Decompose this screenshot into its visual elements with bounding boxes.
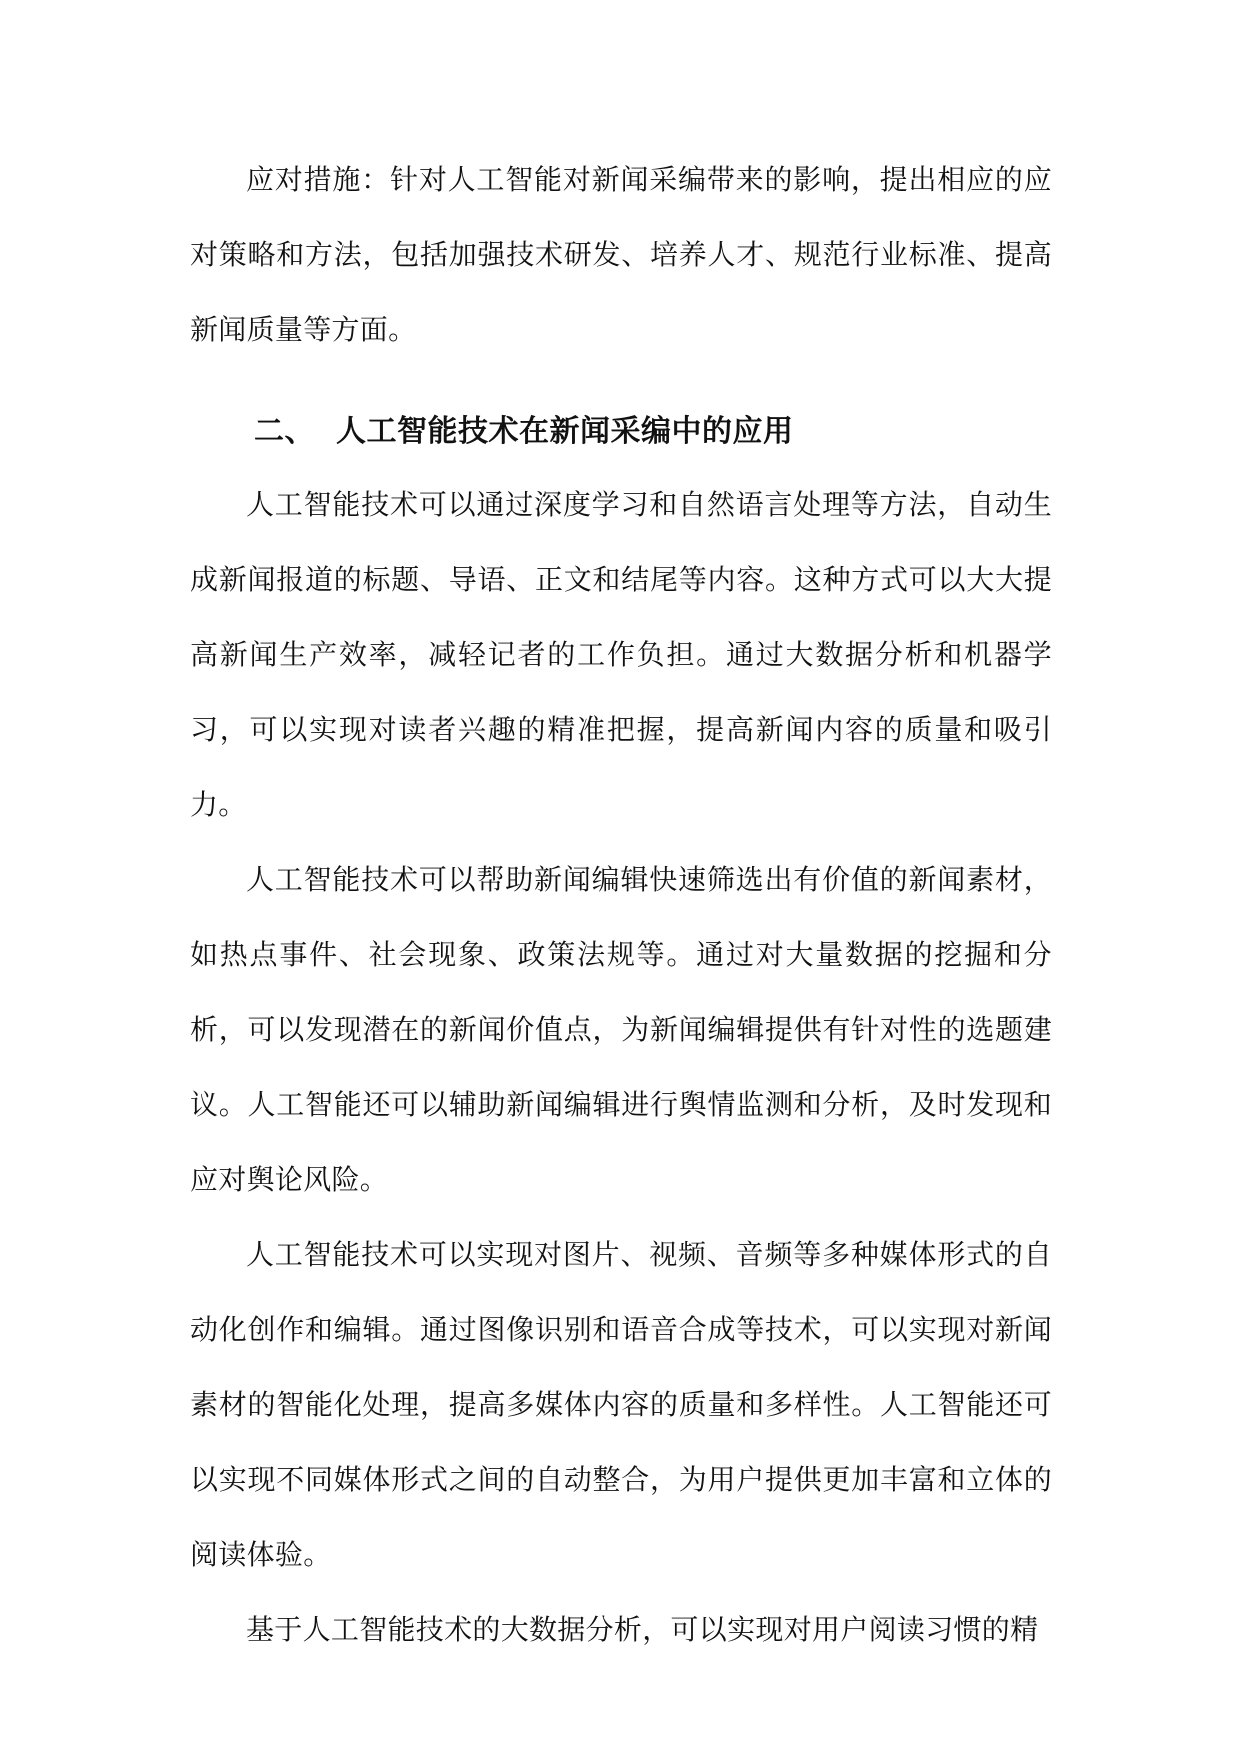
section-heading (254, 397, 1052, 467)
paragraph-content-generation: 人工智能技术可以通过深度学习和自然语言处理等方法，自动生成新闻报道的标题、导语、正文和结尾等内容。这种方式可以大大提高新闻生产效率，减轻记者的工作负担。通过大数据分析和机器学习，可以实现对读者兴趣的精准把握，提高新闻内容的质量和吸引力。 (190, 488, 1052, 821)
paragraph-countermeasures: 应对措施：针对人工智能对新闻采编带来的影响，提出相应的应对策略和方法，包括加强技术研发、培养人才、规范行业标准、提高新闻质量等方面。 (190, 163, 1052, 346)
paragraph-material-screening: 人工智能技术可以帮助新闻编辑快速筛选出有价值的新闻素材，如热点事件、社会现象、政策法规等。通过对大量数据的挖掘和分析，可以发现潜在的新闻价值点，为新闻编辑提供有针对性的选题建议。人工智能还可以辅助新闻编辑进行舆情监测和分析，及时发现和应对舆论风险。 (190, 863, 1052, 1196)
section-title: 人工智能技术在新闻采编中的应用 (336, 414, 794, 449)
paragraph-multimedia: 人工智能技术可以实现对图片、视频、音频等多种媒体形式的自动化创作和编辑。通过图像识别和语音合成等技术，可以实现对新闻素材的智能化处理，提高多媒体内容的质量和多样性。人工智能还可以实现不同媒体形式之间的自动整合，为用户提供更加丰富和立体的阅读体验。 (190, 1238, 1052, 1571)
paragraph-big-data: 基于人工智能技术的大数据分析，可以实现对用户阅读习惯的精 (246, 1613, 1039, 1646)
page-body (190, 142, 1052, 1667)
section-number: 二、 (254, 414, 315, 449)
